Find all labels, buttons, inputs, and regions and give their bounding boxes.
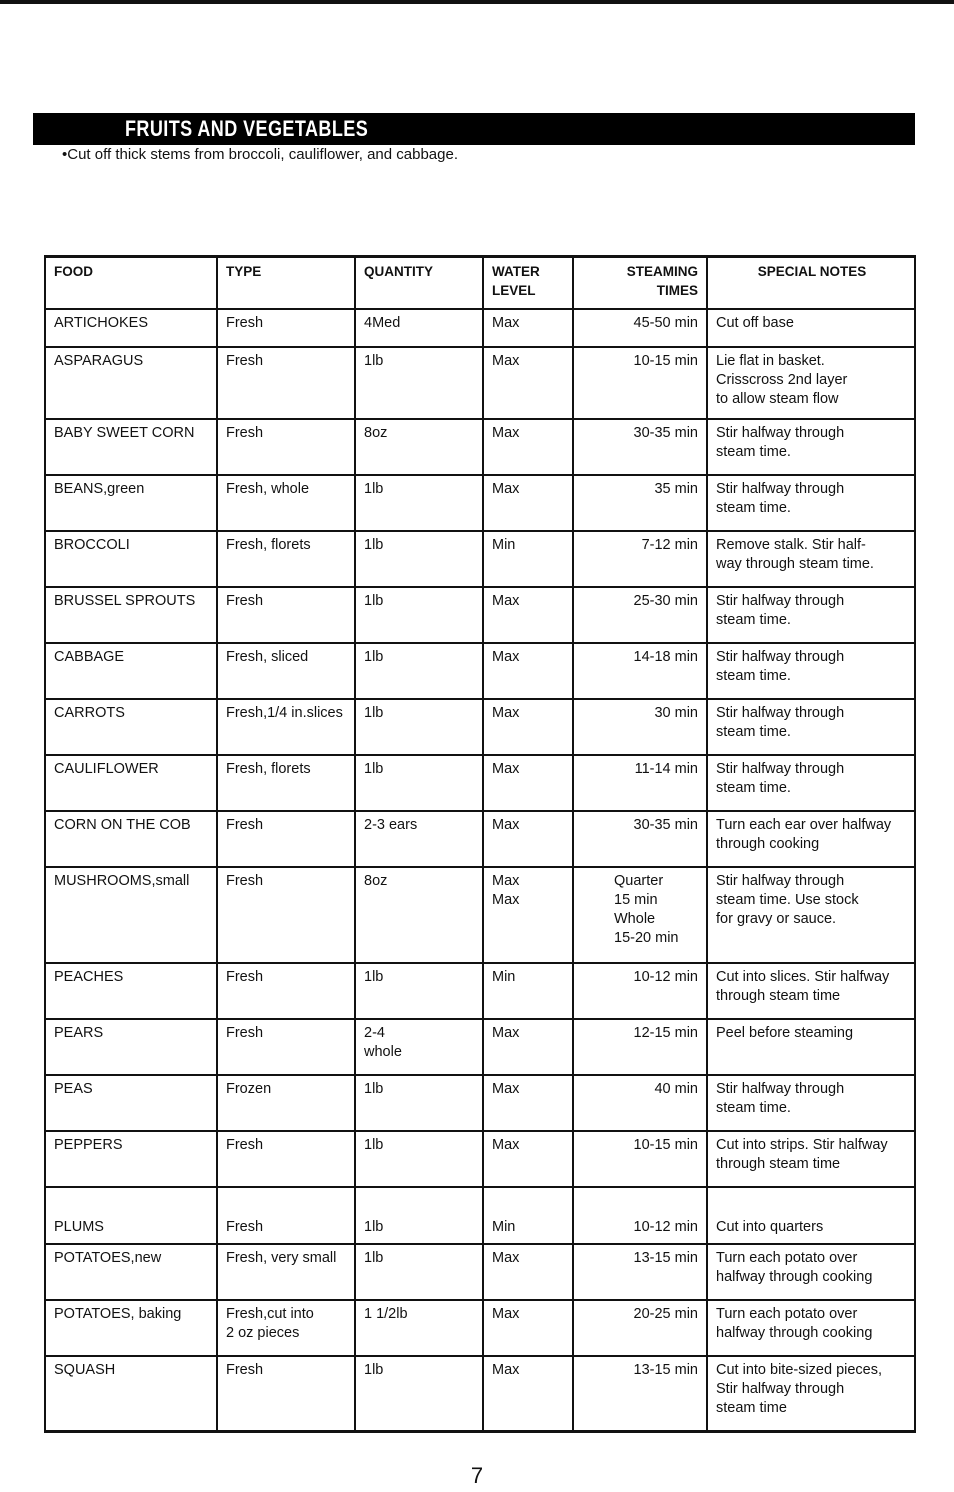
cell-water: Max: [483, 1300, 573, 1356]
cell-water: Min: [483, 963, 573, 1019]
section-banner: [33, 113, 915, 145]
cell-time: 30-35 min: [573, 811, 707, 867]
cell-notes: Cut into quarters: [707, 1187, 915, 1244]
cell-type: Fresh: [217, 1131, 355, 1187]
header-food: FOOD: [45, 257, 217, 309]
table-row: [45, 755, 915, 811]
cell-notes: Lie flat in basket. Crisscross 2nd layer to allow steam flow: [707, 347, 915, 419]
cell-type: Fresh,1/4 in.slices: [217, 699, 355, 755]
table-row: [45, 1244, 915, 1300]
cell-type: Fresh: [217, 309, 355, 347]
cell-water: Max: [483, 309, 573, 347]
cell-time: 25-30 min: [573, 587, 707, 643]
table-row: [45, 1187, 915, 1244]
cell-time: 30 min: [573, 699, 707, 755]
cell-quantity: 1lb: [355, 699, 483, 755]
cell-notes: Cut into strips. Stir halfway through steam time: [707, 1131, 915, 1187]
cell-quantity: 1lb: [355, 755, 483, 811]
header-steaming-times: STEAMING TIMES: [573, 257, 707, 309]
header-type: TYPE: [217, 257, 355, 309]
cell-type: Fresh: [217, 1356, 355, 1432]
cell-type: Fresh, florets: [217, 755, 355, 811]
cell-food: MUSHROOMS,small: [45, 867, 217, 963]
cell-type: Fresh, very small: [217, 1244, 355, 1300]
table-row: [45, 1356, 915, 1432]
cell-quantity: 1lb: [355, 1187, 483, 1244]
cell-water: Max: [483, 643, 573, 699]
header-quantity: QUANTITY: [355, 257, 483, 309]
cell-type: Fresh,cut into 2 oz pieces: [217, 1300, 355, 1356]
cell-time: 10-12 min: [573, 963, 707, 1019]
cell-type: Fresh: [217, 1187, 355, 1244]
cell-food: POTATOES, baking: [45, 1300, 217, 1356]
cell-water: Max: [483, 1244, 573, 1300]
cell-food: PEARS: [45, 1019, 217, 1075]
table-row: [45, 643, 915, 699]
cell-time: 14-18 min: [573, 643, 707, 699]
cell-food: BEANS,green: [45, 475, 217, 531]
cell-quantity: 1lb: [355, 475, 483, 531]
cell-quantity: 2-4 whole: [355, 1019, 483, 1075]
cell-time: 45-50 min: [573, 309, 707, 347]
cell-food: BROCCOLI: [45, 531, 217, 587]
cell-quantity: 4Med: [355, 309, 483, 347]
cell-notes: Stir halfway through steam time.: [707, 1075, 915, 1131]
page-number: 7: [470, 1463, 484, 1488]
cell-type: Fresh: [217, 811, 355, 867]
cell-water: Max: [483, 1356, 573, 1432]
cell-type: Fresh: [217, 347, 355, 419]
cell-food: CARROTS: [45, 699, 217, 755]
cell-notes: Peel before steaming: [707, 1019, 915, 1075]
cell-water: Max: [483, 699, 573, 755]
intro-note: •Cut off thick stems from broccoli, cauliflower, and cabbage.: [62, 146, 458, 163]
cell-water: Max: [483, 587, 573, 643]
table-row: [45, 811, 915, 867]
cell-notes: Stir halfway through steam time. Use stock for gravy or sauce.: [707, 867, 915, 963]
cell-food: BABY SWEET CORN: [45, 419, 217, 475]
table-row: [45, 1019, 915, 1075]
cell-type: Fresh, florets: [217, 531, 355, 587]
table-row: [45, 347, 915, 419]
cell-water: Max: [483, 1075, 573, 1131]
cell-food: BRUSSEL SPROUTS: [45, 587, 217, 643]
cell-water: Min: [483, 531, 573, 587]
cell-type: Fresh: [217, 867, 355, 963]
cell-food: PEPPERS: [45, 1131, 217, 1187]
cell-type: Fresh, whole: [217, 475, 355, 531]
top-rule: [0, 0, 954, 4]
cell-food: SQUASH: [45, 1356, 217, 1432]
section-title: FRUITS AND VEGETABLES: [125, 116, 369, 141]
cell-quantity: 1lb: [355, 587, 483, 643]
cell-water: Max: [483, 811, 573, 867]
cell-quantity: 8oz: [355, 867, 483, 963]
cell-type: Frozen: [217, 1075, 355, 1131]
cell-notes: Stir halfway through steam time.: [707, 587, 915, 643]
cell-water: Max Max: [483, 867, 573, 963]
cell-notes: Cut into slices. Stir halfway through steam time: [707, 963, 915, 1019]
cell-food: CABBAGE: [45, 643, 217, 699]
cell-food: PEACHES: [45, 963, 217, 1019]
table-row: [45, 1131, 915, 1187]
cell-quantity: 1lb: [355, 1356, 483, 1432]
cell-water: Max: [483, 475, 573, 531]
cell-time: 11-14 min: [573, 755, 707, 811]
cell-quantity: 1lb: [355, 643, 483, 699]
cell-quantity: 8oz: [355, 419, 483, 475]
cell-notes: Cut into bite-sized pieces, Stir halfway through steam time: [707, 1356, 915, 1432]
cell-type: Fresh: [217, 419, 355, 475]
cell-notes: Remove stalk. Stir half- way through steam time.: [707, 531, 915, 587]
cell-type: Fresh: [217, 963, 355, 1019]
cell-notes: Stir halfway through steam time.: [707, 475, 915, 531]
table-row: [45, 867, 915, 963]
cell-quantity: 1lb: [355, 963, 483, 1019]
cell-quantity: 1lb: [355, 347, 483, 419]
steaming-table-wrap: [44, 255, 924, 1433]
table-row: [45, 475, 915, 531]
cell-time: 40 min: [573, 1075, 707, 1131]
header-special-notes: SPECIAL NOTES: [707, 257, 915, 309]
table-row: [45, 1075, 915, 1131]
cell-time: 13-15 min: [573, 1356, 707, 1432]
table-row: [45, 419, 915, 475]
cell-notes: Stir halfway through steam time.: [707, 419, 915, 475]
cell-time: 7-12 min: [573, 531, 707, 587]
cell-notes: Turn each potato over halfway through cooking: [707, 1300, 915, 1356]
cell-time: Quarter 15 min Whole 15-20 min: [573, 867, 707, 963]
cell-food: ASPARAGUS: [45, 347, 217, 419]
steaming-table: [44, 255, 916, 1433]
cell-food: PLUMS: [45, 1187, 217, 1244]
cell-time: 20-25 min: [573, 1300, 707, 1356]
cell-type: Fresh, sliced: [217, 643, 355, 699]
cell-time: 13-15 min: [573, 1244, 707, 1300]
cell-type: Fresh: [217, 587, 355, 643]
table-row: [45, 309, 915, 347]
cell-water: Min: [483, 1187, 573, 1244]
cell-quantity: 2-3 ears: [355, 811, 483, 867]
cell-food: PEAS: [45, 1075, 217, 1131]
table-row: [45, 699, 915, 755]
cell-quantity: 1lb: [355, 531, 483, 587]
cell-type: Fresh: [217, 1019, 355, 1075]
cell-time: 10-15 min: [573, 347, 707, 419]
cell-notes: Turn each ear over halfway through cooking: [707, 811, 915, 867]
cell-time: 35 min: [573, 475, 707, 531]
cell-time: 10-12 min: [573, 1187, 707, 1244]
table-row: [45, 1300, 915, 1356]
header-row: [45, 257, 915, 309]
cell-time: 12-15 min: [573, 1019, 707, 1075]
cell-notes: Stir halfway through steam time.: [707, 643, 915, 699]
cell-notes: Turn each potato over halfway through cooking: [707, 1244, 915, 1300]
cell-water: Max: [483, 419, 573, 475]
cell-time: 30-35 min: [573, 419, 707, 475]
cell-notes: Stir halfway through steam time.: [707, 755, 915, 811]
cell-quantity: 1lb: [355, 1075, 483, 1131]
cell-notes: Cut off base: [707, 309, 915, 347]
cell-quantity: 1lb: [355, 1131, 483, 1187]
cell-quantity: 1 1/2lb: [355, 1300, 483, 1356]
table-row: [45, 963, 915, 1019]
cell-quantity: 1lb: [355, 1244, 483, 1300]
cell-water: Max: [483, 755, 573, 811]
cell-food: POTATOES,new: [45, 1244, 217, 1300]
cell-food: ARTICHOKES: [45, 309, 217, 347]
cell-water: Max: [483, 1131, 573, 1187]
table-row: [45, 587, 915, 643]
cell-time: 10-15 min: [573, 1131, 707, 1187]
cell-notes: Stir halfway through steam time.: [707, 699, 915, 755]
header-water-level: WATER LEVEL: [483, 257, 573, 309]
cell-water: Max: [483, 347, 573, 419]
cell-water: Max: [483, 1019, 573, 1075]
table-row: [45, 531, 915, 587]
cell-food: CORN ON THE COB: [45, 811, 217, 867]
cell-food: CAULIFLOWER: [45, 755, 217, 811]
